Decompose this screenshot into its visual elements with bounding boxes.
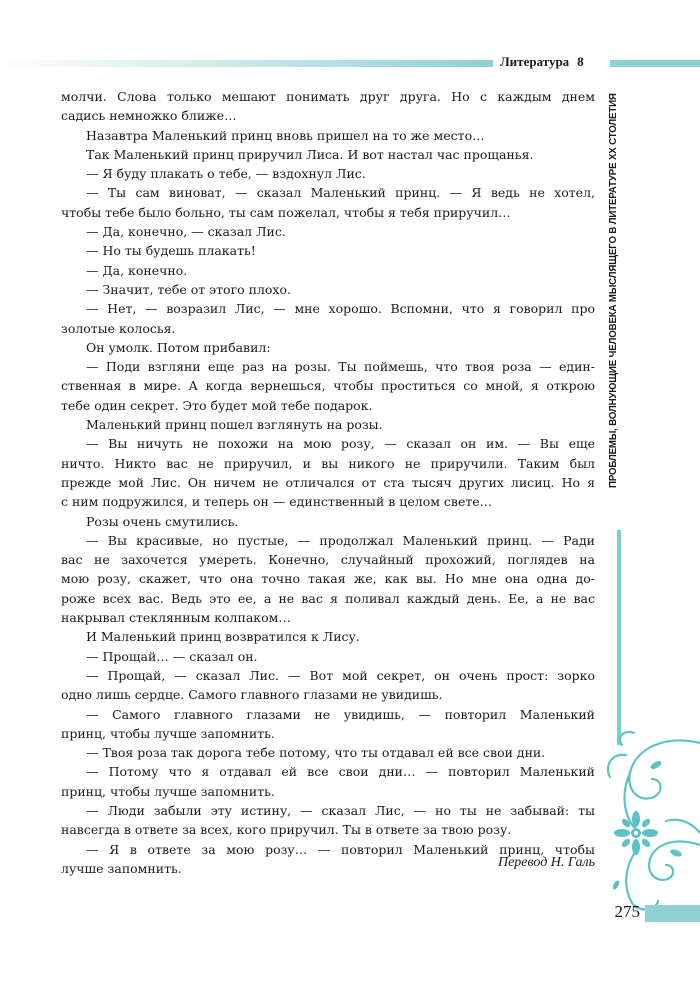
text-line: — Потому что я отдавал ей все свои дни… — повторил Маленький <box>86 764 595 780</box>
text-line: лучше запомнить. <box>61 860 182 876</box>
chapter-side-title: ПРОБЛЕМЫ, ВОЛНУЮЩИЕ ЧЕЛОВЕКА МЫСЛЯЩЕГО В ЛИТЕРАТУРЕ XX СТОЛЕТИЯ <box>608 93 619 488</box>
text-line: Он умолк. Потом прибавил: <box>86 339 271 355</box>
text-line: ничто. Никто вас не приручил, и вы никого не приручили. Таким был <box>61 455 595 471</box>
text-line: — Да, конечно. <box>86 262 188 278</box>
header-grade: 8 <box>577 54 584 69</box>
text-line: принц, чтобы лучше запомнить. <box>61 783 275 799</box>
header-band-right <box>610 60 700 67</box>
footer-band <box>645 905 700 922</box>
text-line: — Вы красивые, но пустые, — продолжал Маленький принц. — Ради <box>86 532 595 548</box>
text-line: — Вы ничуть не похожи на мою розу, — сказал он им. — Вы еще <box>86 436 595 452</box>
text-line: садись немножко ближе… <box>61 108 237 124</box>
text-line: — Ты сам виноват, — сказал Маленький принц. — Я ведь не хотел, <box>86 185 595 201</box>
text-line: чтобы тебе было больно, ты сам пожелал, чтобы я тебя приручил… <box>61 204 511 220</box>
text-line: ственная в мире. А когда вернешься, чтобы проститься со мной, я открою <box>61 378 595 394</box>
text-line: Назавтра Маленький принц вновь пришел на то же место… <box>86 127 485 143</box>
text-line: — Люди забыли эту истину, — сказал Лис, — но ты не забывай: ты <box>86 802 595 818</box>
text-line: — Прощай, — сказал Лис. — Вот мой секрет, он очень прост: зорко <box>86 667 595 683</box>
text-line: золотые колосья. <box>61 320 176 336</box>
running-header <box>500 54 606 70</box>
text-line: мою розу, скажет, что она точно такая же, как вы. Но мне она одна до- <box>61 571 595 587</box>
text-line: Так Маленький принц приручил Лиса. И вот настал час прощанья. <box>86 146 534 162</box>
header-band <box>0 60 493 67</box>
floral-ornament-icon <box>596 725 700 915</box>
text-line: — Нет, — возразил Лис, — мне хорошо. Вспомни, что я говорил про <box>86 301 595 317</box>
text-line: Розы очень смутились. <box>86 513 239 529</box>
text-line: вас не захочется умереть. Конечно, случайный прохожий, поглядев на <box>61 552 595 568</box>
text-line: Маленький принц пошел взглянуть на розы. <box>86 417 383 433</box>
text-line: — Поди взгляни еще раз на розы. Ты поймешь, что твоя роза — един- <box>86 359 595 375</box>
text-line: — Значит, тебе от этого плохо. <box>86 281 291 297</box>
text-line: — Да, конечно, — сказал Лис. <box>86 224 286 240</box>
text-line: с ним подружился, и теперь он — единственный в целом свете… <box>61 494 493 510</box>
text-line: — Прощай… — сказал он. <box>86 648 258 664</box>
text-line: И Маленький принц возвратился к Лису. <box>86 629 360 645</box>
text-line: тебе один секрет. Это будет мой тебе подарок. <box>61 397 373 413</box>
text-line: накрывал стеклянным колпаком… <box>61 610 291 626</box>
text-line: — Я буду плакать о тебе, — вздохнул Лис. <box>86 166 366 182</box>
text-line: — Но ты будешь плакать! <box>86 243 256 259</box>
header-section: Литература <box>500 54 570 69</box>
text-line: — Твоя роза так дорога тебе потому, что ты отдавал ей все свои дни. <box>86 745 546 761</box>
text-line: роже всех вас. Ведь это ее, а не вас я поливал каждый день. Ее, а не вас <box>61 590 595 606</box>
main-text <box>61 87 595 878</box>
translator-credit: Перевод Н. Галь <box>497 855 595 870</box>
text-line: — Самого главного глазами не увидишь, — повторил Маленький <box>86 706 595 722</box>
text-line: принц, чтобы лучше запомнить. <box>61 725 275 741</box>
side-rule <box>617 530 621 745</box>
text-line: молчи. Слова только мешают понимать друг друга. Но с каждым днем <box>61 89 595 104</box>
text-line: прежде мой Лис. Он ничем не отличался от ста тысяч других лисиц. Но я <box>61 474 595 490</box>
text-line: одно лишь сердце. Самого главного глазами не увидишь. <box>61 687 443 703</box>
page-number: 275 <box>614 902 640 921</box>
text-line: — Я в ответе за мою розу… — повторил Маленький принц, чтобы <box>86 841 595 857</box>
text-line: навсегда в ответе за всех, кого приручил. Ты в ответе за твою розу. <box>61 822 512 838</box>
